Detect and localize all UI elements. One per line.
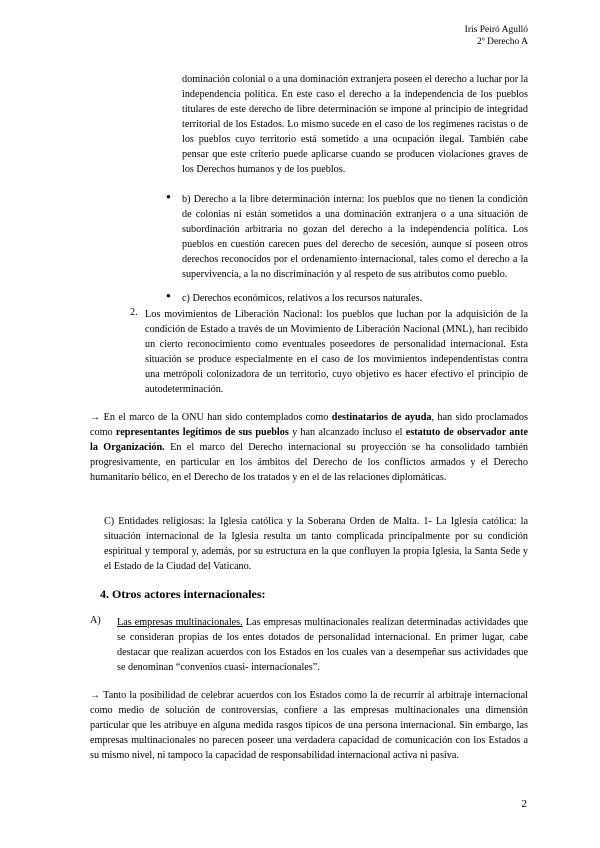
header-author: Iris Peiró Agulló — [464, 25, 528, 35]
bullet-c-text: c) Derechos económicos, relativos a los recursos naturales. — [182, 293, 423, 304]
arbitration-paragraph: → Tanto la posibilidad de celebrar acuerdos con los Estados como la de recurrir al arbitraje internacional como medio de solución de controversias, confiere a las empresas multinacionales una dimensión particular que les atribuye en alguna medida rasgos típicos de una persona internacional. Sin embargo, las empresas multinacionales no parecen poseer una verdadera capacidad de comunicación con los Estados a su mismo nivel, ni tampoco la capacidad de responsabilidad internacional activa ni pasiva. — [90, 690, 528, 761]
page-number: 2 — [521, 798, 527, 810]
bold-term: estatuto de observador ante la Organización. — [90, 427, 528, 453]
religious-entities-paragraph: C) Entidades religiosas: la Iglesia católica y la Soberana Orden de Malta. 1- La Iglesia católica: la situación internacional de la Iglesia resulta un tanto complicada principalmente por su condición espiritual y temporal y, además, por su estructura en la que confluyen la propia Iglesia, la Santa Sede y el Estado de la Ciudad del Vaticano. — [104, 516, 528, 572]
arrow-icon: → — [90, 690, 101, 701]
bold-term: representantes legítimos de sus pueblos — [115, 427, 289, 438]
multinationals-paragraph: Las empresas multinacionales. Las empresas multinacionales realizan determinadas actividades que se consideran propias de los entes dotados de personalidad internacional. En primer lugar, cabe destacar que realizan acuerdos con los Estados en los cuales van a desempeñar sus actividades que se denominan “convenios cuasi- internacionales”. — [117, 617, 528, 673]
bullet-b-text: b) Derecho a la libre determinación interna: los pueblos que no tienen la condición de colonias ni están sometidos a una dominación extranjera o a una situación de subordinación arbitraria no gozan del derecho a la independencia política. Los pueblos en cuestión carecen pues del derecho de secesión, aunque sí poseen otros derechos reconocidos por el ordenamiento internacional, tales como el derecho a la supervivencia, a la no discriminación y al respeto de sus atributos como pueblo. — [182, 194, 528, 280]
onu-paragraph: → En el marco de la ONU han sido contemplados como destinatarios de ayuda, han sido proclamados como representantes legítimos de sus pueblos y han alcanzado incluso el estatuto de observador ante la Organización. En el marco del Derecho internacional su proyección se ha consolidado también progresivamente, en particular en los ámbitos del Derecho de los conflictos armados y el Derecho humanitario bélico, en el Derecho de los tratados y en el de las relaciones diplomáticas. — [90, 412, 529, 483]
section-heading: 4. Otros actores internacionales: — [100, 587, 266, 601]
liberation-movements-paragraph: Los movimientos de Liberación Nacional: los pueblos que luchan por la adquisición de la condición de Estado a través de un Movimiento de Liberación Nacional (MNL), han recibido un cierto reconocimiento como eventuales poseedores de personalidad internacional. Esta situación se produce especialmente en el caso de los movimientos independentistas contra una metrópoli colonizadora de un territorio, cuyo objetivo es hacer efectivo el principio de autodeterminación. — [145, 309, 528, 395]
bullet-dot: ● — [166, 291, 171, 300]
page-header — [465, 24, 528, 48]
arrow-icon: → — [90, 412, 101, 423]
header-course: 2º Derecho A — [477, 37, 528, 47]
underlined-title: Las empresas multinacionales. — [117, 617, 243, 628]
bullet-dot: ● — [166, 192, 171, 201]
list-label: A) — [90, 615, 101, 626]
list-number: 2. — [130, 307, 138, 318]
bold-term: destinatarios de ayuda — [331, 412, 432, 423]
continuation-paragraph: dominación colonial o a una dominación extranjera poseen el derecho a luchar por la independencia política. En este caso el derecho a la independencia de los pueblos titulares de este derecho de libre determinación se impone al principio de integridad territorial de los Estados. Lo mismo sucede en el caso de los regímenes racistas o de los pueblos cuyo territorio está sometido a una ocupación ilegal. También cabe pensar que este criterio puede aplicarse cuando se producen violaciones graves de los Derechos humanos y de los pueblos. — [182, 74, 528, 175]
